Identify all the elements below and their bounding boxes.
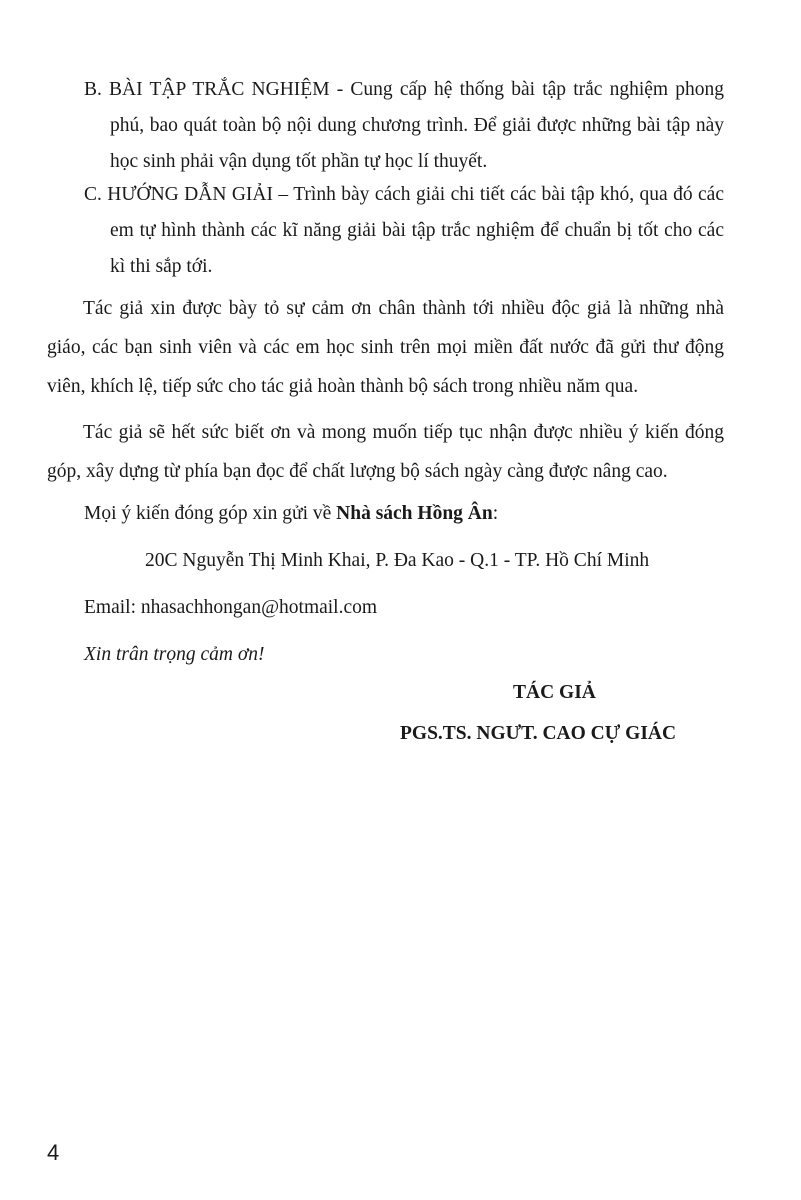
thanks-paragraph: Tác giả xin được bày tỏ sự cảm ơn chân thành tới nhiều độc giả là những nhà giáo, các bạn sinh viên và các em học sinh trên mọi miền đất nước đã gửi thư động viên, khích lệ, tiếp sức cho tác giả hoàn thành bộ sách trong nhiều năm qua. [47, 298, 724, 397]
contact-colon: : [492, 503, 499, 524]
page-number: 4 [47, 1140, 60, 1165]
email-line: Email: nhasachhongan@hotmail.com [84, 597, 378, 618]
section-b-heading: B. BÀI TẬP TRẮC NGHIỆM [84, 79, 330, 100]
contact-line [84, 501, 498, 527]
signature-role: TÁC GIẢ [513, 682, 596, 703]
section-b-description: - Cung cấp hệ thống bài tập trắc nghiệm phong phú, bao quát toàn bộ nội dung chương trình. Để giải được những bài tập này học sinh phải vận dụng tốt phần tự học lí thuyết. [110, 79, 724, 172]
section-b-item [84, 72, 724, 180]
signature-name: PGS.TS. NGƯT. CAO CỰ GIÁC [400, 723, 677, 744]
section-c-text [84, 177, 724, 285]
feedback-paragraph: Tác giả sẽ hết sức biết ơn và mong muốn tiếp tục nhận được nhiều ý kiến đóng góp, xây dựng từ phía bạn đọc để chất lượng bộ sách ngày càng được nâng cao. [47, 422, 724, 482]
section-c-heading: C. HƯỚNG DẪN GIẢI [84, 184, 273, 205]
section-c-item [84, 177, 724, 285]
contact-intro: Mọi ý kiến đóng góp xin gửi về [84, 503, 337, 524]
publisher-name: Nhà sách Hồng Ân [336, 503, 493, 524]
publisher-address: 20C Nguyễn Thị Minh Khai, P. Đa Kao - Q.1 - TP. Hồ Chí Minh [145, 550, 650, 571]
section-b-text [84, 72, 724, 180]
section-c-description: – Trình bày cách giải chi tiết các bài tập khó, qua đó các em tự hình thành các kĩ năng giải bài tập trắc nghiệm để chuẩn bị tốt cho các kì thi sắp tới. [110, 184, 724, 277]
closing-line: Xin trân trọng cảm ơn! [84, 644, 265, 665]
